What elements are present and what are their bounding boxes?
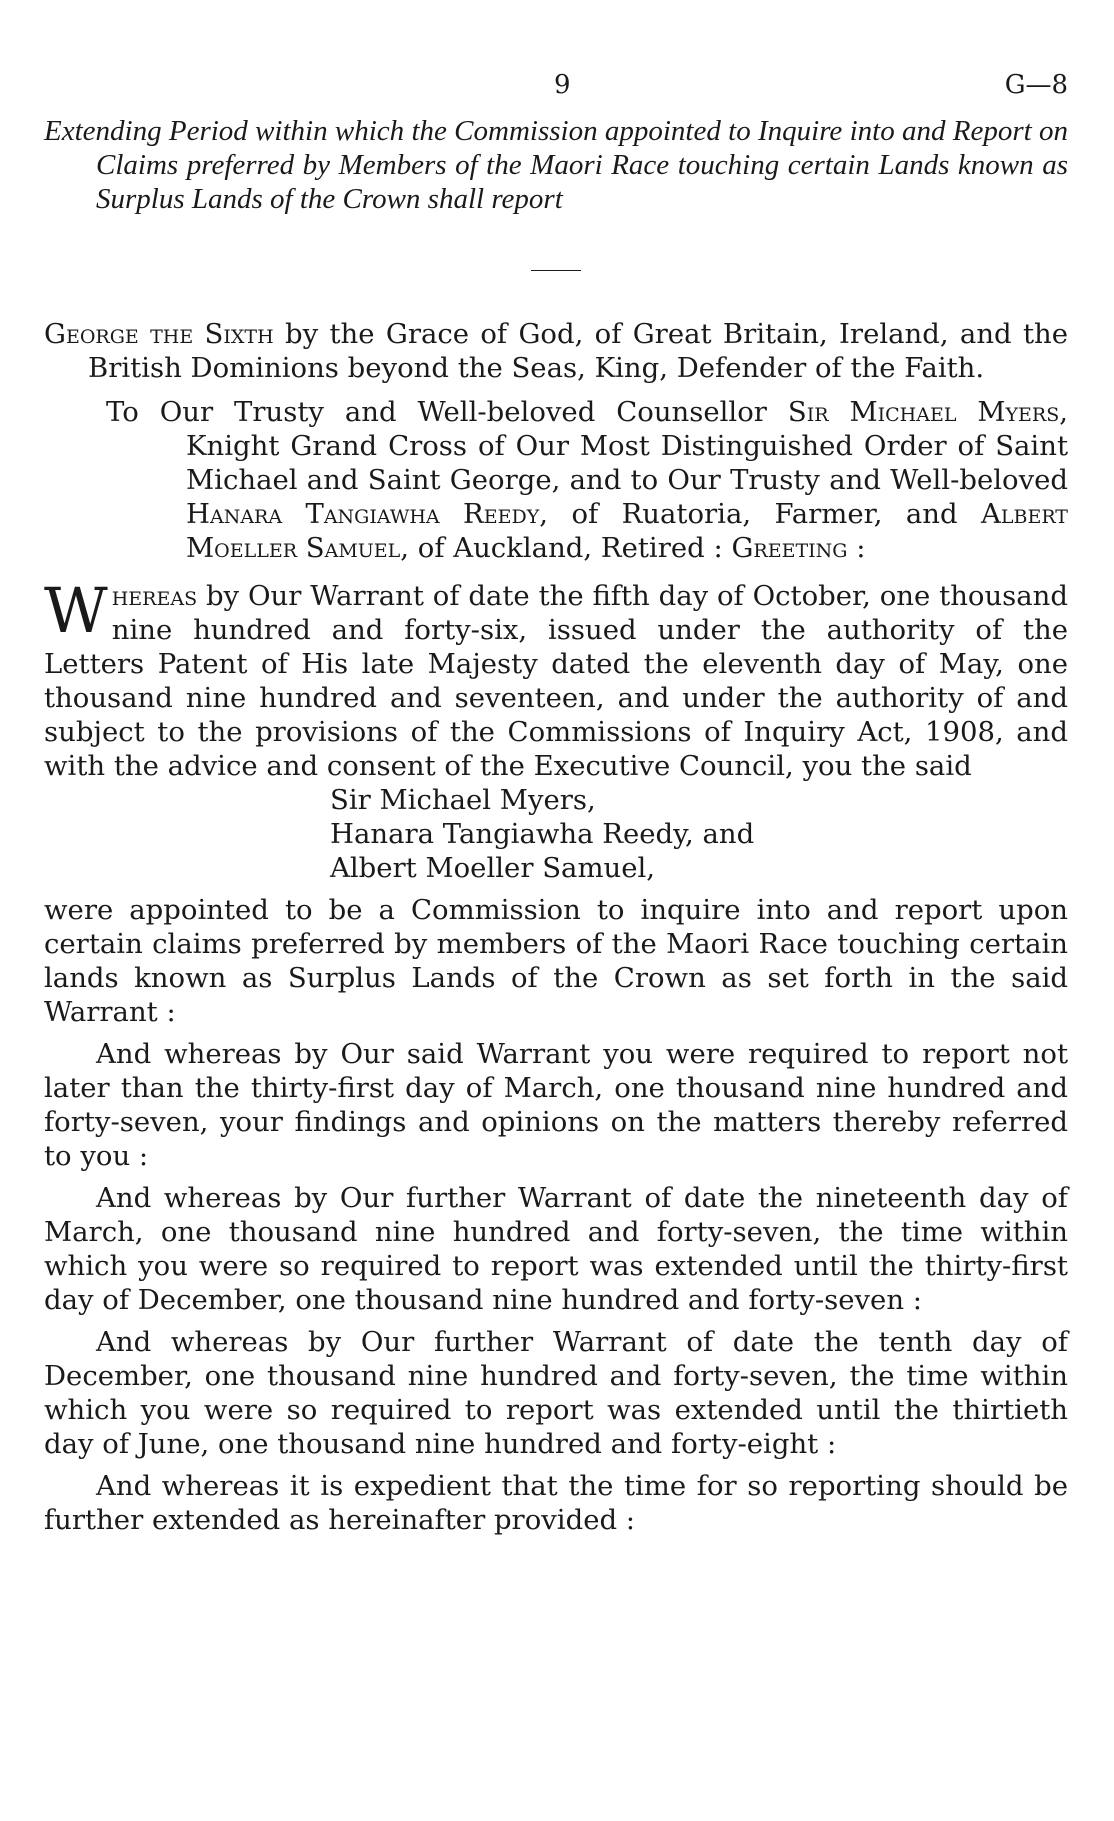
document-title: Extending Period within which the Commission appointed to Inquire into and Report on Claims preferred by Members of the Maori Race touching certain Lands known as Surplus Lands of the Crown shall report [44, 115, 1068, 215]
commissioner-name: Hanara Tangiawha Reedy, and [330, 818, 755, 850]
address-to: To Our Trusty and Well-beloved Counsellor [106, 396, 788, 428]
appointed-paragraph: were appointed to be a Commission to inquire into and report upon certain claims preferred by members of the Maori Race touching certain lands known as Surplus Lands of the Crown as set forth in the said Warrant : [44, 894, 1068, 1028]
whereas-first-word: hereas [111, 580, 198, 612]
drop-cap: W [44, 574, 108, 647]
address-part-2: , Knight Grand Cross of Our Most Distinguished Order of Saint Michael and Saint George, and to Our Trusty and Well-beloved [186, 396, 1068, 496]
sovereign-name: George the Sixth [44, 318, 274, 350]
title-divider [531, 270, 581, 271]
address-part-4: , of Auckland, Retired : [400, 532, 732, 564]
warrant-body [44, 317, 1068, 1537]
addressee-myers: Sir Michael Myers [787, 396, 1060, 428]
page-number: 9 [554, 70, 571, 100]
addressee-reedy: Hanara Tangiawha Reedy [186, 498, 540, 530]
document-page [44, 70, 1068, 1537]
commissioner-names [44, 783, 1068, 885]
page-header [44, 70, 1068, 112]
address-part-3: , of Ruatoria, Farmer, and [539, 498, 982, 530]
addressee-samuel: Albert Moeller Samuel [186, 498, 1068, 564]
commissioner-name: Sir Michael Myers, [330, 784, 596, 816]
whereas-text: by Our Warrant of date the fifth day of October, one thousand nine hundred and forty-six, issued under the authority of the Letters Patent of His late Majesty dated the eleventh day of May, one thousand nine hundred and seventeen, and under the authority of and subject to the provisions of the Commissions of Inquiry Act, 1908, and with the advice and consent of the Executive Council, you the said [44, 580, 1068, 782]
greeting: Greeting : [731, 532, 866, 564]
document-reference: G—8 [1004, 70, 1068, 100]
required-paragraph: And whereas by Our said Warrant you were required to report not later than the thirty-first day of March, one thousand nine hundred and forty-seven, your findings and opinions on the matters thereby referred to you : [44, 1038, 1068, 1172]
expedient-paragraph: And whereas it is expedient that the time for so reporting should be further extended as hereinafter provided : [44, 1470, 1068, 1536]
address-paragraph [44, 395, 1068, 565]
commissioner-name: Albert Moeller Samuel, [330, 852, 656, 884]
sovereign-paragraph [44, 317, 1068, 385]
second-extension-paragraph: And whereas by Our further Warrant of date the tenth day of December, one thousand nine hundred and forty-seven, the time within which you were so required to report was extended until the thirtieth day of June, one thousand nine hundred and forty-eight : [44, 1326, 1068, 1460]
whereas-paragraph [44, 574, 1068, 783]
first-extension-paragraph: And whereas by Our further Warrant of date the nineteenth day of March, one thousand nine hundred and forty-seven, the time within which you were so required to report was extended until the thirty-first day of December, one thousand nine hundred and forty-seven : [44, 1182, 1068, 1316]
sovereign-style: by the Grace of God, of Great Britain, Ireland, and the British Dominions beyond the Seas, King, Defender of the Faith. [88, 318, 1069, 384]
